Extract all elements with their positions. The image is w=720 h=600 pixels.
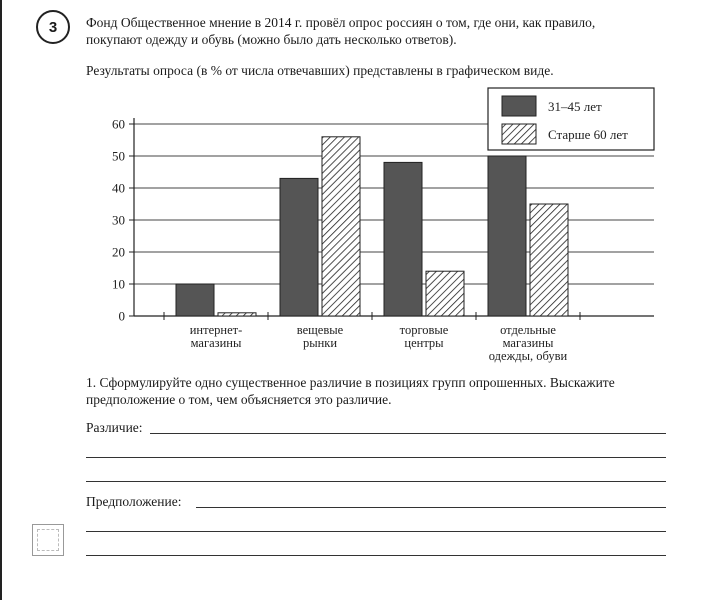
y-tick-label: 0 [118, 308, 125, 324]
x-category-label: магазины [190, 336, 242, 350]
difference-answer-line-2[interactable] [86, 457, 666, 458]
bar-over-60 [322, 137, 360, 316]
bar-31-45 [384, 162, 422, 316]
task-line-2: предположение о том, чем объясняется это различие. [86, 392, 392, 407]
chart-bars [176, 137, 568, 316]
bar-31-45 [280, 178, 318, 316]
x-category-label: одежды, обуви [488, 349, 568, 363]
bar-31-45 [488, 156, 526, 316]
score-box-inner [37, 529, 59, 551]
legend-label-31-45: 31–45 лет [548, 99, 602, 114]
x-category-label: отдельные [500, 323, 556, 337]
legend-label-over-60: Старше 60 лет [548, 127, 628, 142]
assumption-label: Предположение: [86, 494, 182, 509]
results-caption: Результаты опроса (в % от числа отвечавших) представлены в графическом виде. [86, 63, 554, 78]
legend-swatch-31-45 [502, 96, 536, 116]
x-category-label: интернет- [189, 323, 243, 337]
y-tick-label: 60 [112, 116, 125, 132]
y-tick-label: 10 [112, 276, 125, 292]
question-number: 3 [48, 18, 58, 36]
bar-over-60 [530, 204, 568, 316]
bar-over-60 [426, 271, 464, 316]
intro-line-1: Фонд Общественное мнение в 2014 г. провёл опрос россиян о том, где они, как правило, [86, 15, 596, 30]
task-line-1: 1. Сформулируйте одно существенное различие в позициях групп опрошенных. Выскажите [86, 375, 615, 390]
x-category-label: центры [404, 336, 444, 350]
bar-over-60 [218, 313, 256, 316]
y-tick-label: 30 [112, 212, 125, 228]
difference-answer-line-1[interactable] [150, 433, 666, 434]
assumption-answer-line-3[interactable] [86, 555, 666, 556]
x-category-label: магазины [502, 336, 554, 350]
chart-legend [488, 88, 654, 150]
intro-line-2: покупают одежду и обувь (можно было дать несколько ответов). [86, 32, 457, 47]
assumption-answer-line-2[interactable] [86, 531, 666, 532]
x-category-label: вещевые [296, 323, 344, 337]
score-box[interactable] [32, 524, 64, 556]
x-category-label: рынки [302, 336, 338, 350]
y-tick-label: 40 [112, 180, 125, 196]
y-tick-label: 20 [112, 244, 125, 260]
assumption-answer-line-1[interactable] [196, 507, 666, 508]
task-text [86, 374, 668, 408]
legend-swatch-over-60 [502, 124, 536, 144]
difference-answer-line-3[interactable] [86, 481, 666, 482]
x-category-label: торговые [399, 323, 449, 337]
bar-31-45 [176, 284, 214, 316]
y-tick-label: 50 [112, 148, 125, 164]
difference-label: Различие: [86, 420, 143, 435]
